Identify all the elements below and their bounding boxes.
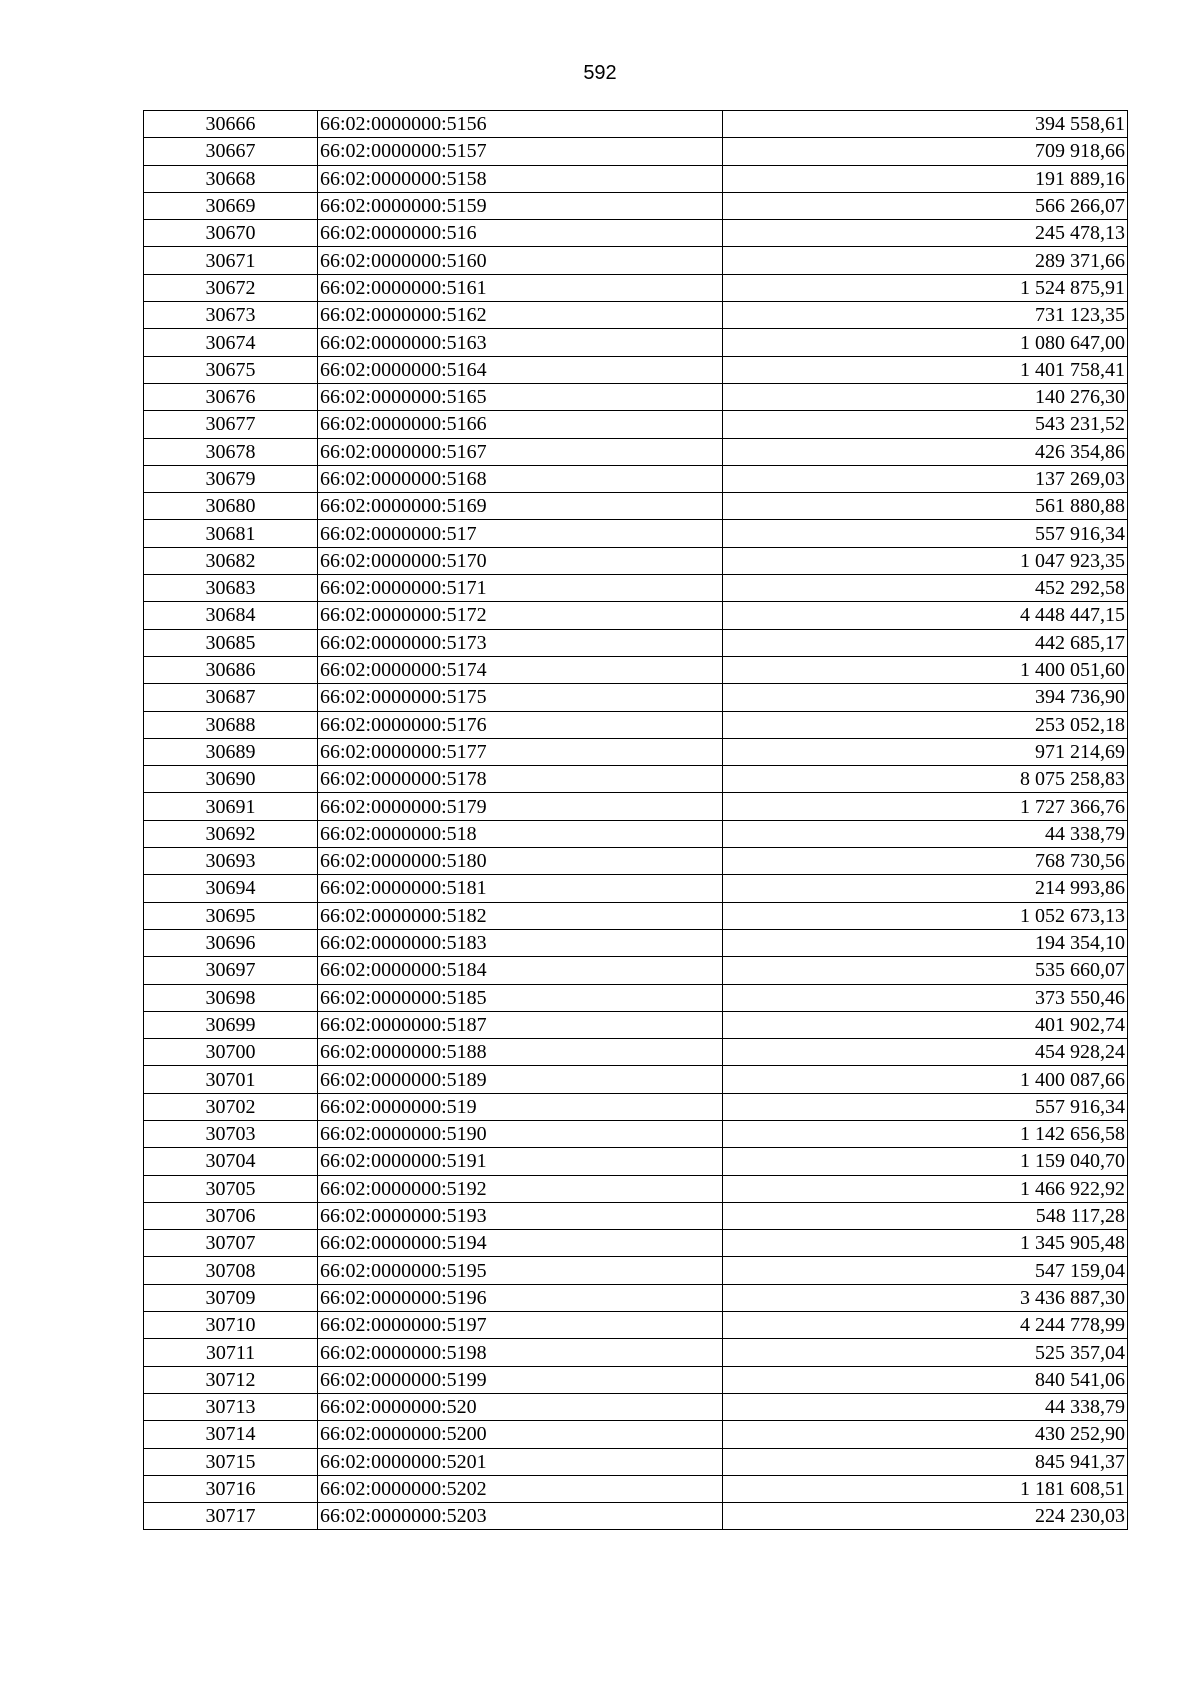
- row-number-cell: 30666: [144, 111, 318, 138]
- cadastral-number-cell: 66:02:0000000:5167: [318, 438, 723, 465]
- value-cell: 426 354,86: [723, 438, 1128, 465]
- value-cell: 971 214,69: [723, 738, 1128, 765]
- value-cell: 1 080 647,00: [723, 329, 1128, 356]
- cadastral-number-cell: 66:02:0000000:5197: [318, 1312, 723, 1339]
- table-row: [144, 602, 1128, 629]
- table-row: [144, 1339, 1128, 1366]
- value-cell: 1 466 922,92: [723, 1175, 1128, 1202]
- value-cell: 557 916,34: [723, 1093, 1128, 1120]
- value-cell: 548 117,28: [723, 1202, 1128, 1229]
- table-row: [144, 247, 1128, 274]
- value-cell: 1 524 875,91: [723, 274, 1128, 301]
- row-number-cell: 30681: [144, 520, 318, 547]
- cadastral-number-cell: 66:02:0000000:5198: [318, 1339, 723, 1366]
- cadastral-number-cell: 66:02:0000000:5178: [318, 766, 723, 793]
- table-row: [144, 438, 1128, 465]
- value-cell: 1 400 087,66: [723, 1066, 1128, 1093]
- row-number-cell: 30674: [144, 329, 318, 356]
- cadastral-number-cell: 66:02:0000000:5180: [318, 848, 723, 875]
- table-row: [144, 1202, 1128, 1229]
- row-number-cell: 30676: [144, 383, 318, 410]
- table-row: [144, 138, 1128, 165]
- cadastral-number-cell: 66:02:0000000:5176: [318, 711, 723, 738]
- cadastral-number-cell: 66:02:0000000:5170: [318, 547, 723, 574]
- table-row: [144, 274, 1128, 301]
- table-row: [144, 493, 1128, 520]
- value-cell: 1 345 905,48: [723, 1230, 1128, 1257]
- cadastral-number-cell: 66:02:0000000:5194: [318, 1230, 723, 1257]
- table-row: [144, 1503, 1128, 1530]
- row-number-cell: 30695: [144, 902, 318, 929]
- cadastral-number-cell: 66:02:0000000:5164: [318, 356, 723, 383]
- row-number-cell: 30717: [144, 1503, 318, 1530]
- row-number-cell: 30679: [144, 465, 318, 492]
- cadastral-number-cell: 66:02:0000000:5173: [318, 629, 723, 656]
- value-cell: 442 685,17: [723, 629, 1128, 656]
- row-number-cell: 30716: [144, 1475, 318, 1502]
- row-number-cell: 30709: [144, 1284, 318, 1311]
- table-row: [144, 1475, 1128, 1502]
- cadastral-number-cell: 66:02:0000000:5158: [318, 165, 723, 192]
- value-cell: 44 338,79: [723, 1393, 1128, 1420]
- cadastral-number-cell: 66:02:0000000:5175: [318, 684, 723, 711]
- cadastral-number-cell: 66:02:0000000:518: [318, 820, 723, 847]
- value-cell: 4 244 778,99: [723, 1312, 1128, 1339]
- cadastral-number-cell: 66:02:0000000:5174: [318, 656, 723, 683]
- cadastral-number-cell: 66:02:0000000:520: [318, 1393, 723, 1420]
- table-row: [144, 848, 1128, 875]
- row-number-cell: 30668: [144, 165, 318, 192]
- table-row: [144, 957, 1128, 984]
- value-cell: 1 142 656,58: [723, 1120, 1128, 1147]
- table-row: [144, 192, 1128, 219]
- cadastral-number-cell: 66:02:0000000:5163: [318, 329, 723, 356]
- table-row: [144, 356, 1128, 383]
- cadastral-number-cell: 66:02:0000000:5189: [318, 1066, 723, 1093]
- row-number-cell: 30694: [144, 875, 318, 902]
- cadastral-number-cell: 66:02:0000000:5203: [318, 1503, 723, 1530]
- cadastral-number-cell: 66:02:0000000:5190: [318, 1120, 723, 1147]
- row-number-cell: 30685: [144, 629, 318, 656]
- table-row: [144, 684, 1128, 711]
- row-number-cell: 30710: [144, 1312, 318, 1339]
- cadastral-number-cell: 66:02:0000000:5179: [318, 793, 723, 820]
- cadastral-number-cell: 66:02:0000000:5157: [318, 138, 723, 165]
- registry-table-body: [144, 111, 1128, 1530]
- row-number-cell: 30689: [144, 738, 318, 765]
- table-row: [144, 1039, 1128, 1066]
- table-row: [144, 766, 1128, 793]
- table-row: [144, 1366, 1128, 1393]
- row-number-cell: 30671: [144, 247, 318, 274]
- row-number-cell: 30705: [144, 1175, 318, 1202]
- table-row: [144, 465, 1128, 492]
- value-cell: 454 928,24: [723, 1039, 1128, 1066]
- cadastral-number-cell: 66:02:0000000:5183: [318, 929, 723, 956]
- table-row: [144, 738, 1128, 765]
- table-row: [144, 902, 1128, 929]
- cadastral-number-cell: 66:02:0000000:5182: [318, 902, 723, 929]
- cadastral-number-cell: 66:02:0000000:5192: [318, 1175, 723, 1202]
- table-row: [144, 1148, 1128, 1175]
- value-cell: 768 730,56: [723, 848, 1128, 875]
- cadastral-number-cell: 66:02:0000000:5181: [318, 875, 723, 902]
- cadastral-number-cell: 66:02:0000000:5199: [318, 1366, 723, 1393]
- value-cell: 840 541,06: [723, 1366, 1128, 1393]
- value-cell: 845 941,37: [723, 1448, 1128, 1475]
- cadastral-number-cell: 66:02:0000000:517: [318, 520, 723, 547]
- row-number-cell: 30675: [144, 356, 318, 383]
- table-row: [144, 547, 1128, 574]
- cadastral-number-cell: 66:02:0000000:519: [318, 1093, 723, 1120]
- table-row: [144, 1175, 1128, 1202]
- row-number-cell: 30688: [144, 711, 318, 738]
- row-number-cell: 30693: [144, 848, 318, 875]
- table-row: [144, 1230, 1128, 1257]
- row-number-cell: 30696: [144, 929, 318, 956]
- value-cell: 253 052,18: [723, 711, 1128, 738]
- cadastral-number-cell: 66:02:0000000:5156: [318, 111, 723, 138]
- cadastral-number-cell: 66:02:0000000:5200: [318, 1421, 723, 1448]
- value-cell: 394 736,90: [723, 684, 1128, 711]
- page-number: 592: [583, 62, 617, 84]
- row-number-cell: 30667: [144, 138, 318, 165]
- table-row: [144, 1312, 1128, 1339]
- cadastral-number-cell: 66:02:0000000:5195: [318, 1257, 723, 1284]
- value-cell: 44 338,79: [723, 820, 1128, 847]
- table-row: [144, 1257, 1128, 1284]
- row-number-cell: 30699: [144, 1011, 318, 1038]
- value-cell: 561 880,88: [723, 493, 1128, 520]
- row-number-cell: 30690: [144, 766, 318, 793]
- cadastral-number-cell: 66:02:0000000:5177: [318, 738, 723, 765]
- cadastral-number-cell: 66:02:0000000:5165: [318, 383, 723, 410]
- row-number-cell: 30683: [144, 575, 318, 602]
- cadastral-number-cell: 66:02:0000000:5169: [318, 493, 723, 520]
- table-row: [144, 1093, 1128, 1120]
- value-cell: 1 401 758,41: [723, 356, 1128, 383]
- value-cell: 543 231,52: [723, 411, 1128, 438]
- table-row: [144, 411, 1128, 438]
- value-cell: 557 916,34: [723, 520, 1128, 547]
- value-cell: 452 292,58: [723, 575, 1128, 602]
- value-cell: 430 252,90: [723, 1421, 1128, 1448]
- registry-table: [143, 110, 1128, 1530]
- table-row: [144, 1066, 1128, 1093]
- value-cell: 224 230,03: [723, 1503, 1128, 1530]
- table-row: [144, 929, 1128, 956]
- row-number-cell: 30715: [144, 1448, 318, 1475]
- value-cell: 194 354,10: [723, 929, 1128, 956]
- table-row: [144, 329, 1128, 356]
- table-row: [144, 575, 1128, 602]
- table-row: [144, 984, 1128, 1011]
- value-cell: 525 357,04: [723, 1339, 1128, 1366]
- value-cell: 731 123,35: [723, 302, 1128, 329]
- cadastral-number-cell: 66:02:0000000:5201: [318, 1448, 723, 1475]
- row-number-cell: 30673: [144, 302, 318, 329]
- row-number-cell: 30678: [144, 438, 318, 465]
- table-row: [144, 629, 1128, 656]
- cadastral-number-cell: 66:02:0000000:5196: [318, 1284, 723, 1311]
- cadastral-number-cell: 66:02:0000000:5193: [318, 1202, 723, 1229]
- row-number-cell: 30714: [144, 1421, 318, 1448]
- row-number-cell: 30669: [144, 192, 318, 219]
- row-number-cell: 30680: [144, 493, 318, 520]
- table-row: [144, 1284, 1128, 1311]
- row-number-cell: 30670: [144, 220, 318, 247]
- table-row: [144, 875, 1128, 902]
- table-row: [144, 820, 1128, 847]
- value-cell: 566 266,07: [723, 192, 1128, 219]
- row-number-cell: 30677: [144, 411, 318, 438]
- row-number-cell: 30697: [144, 957, 318, 984]
- row-number-cell: 30698: [144, 984, 318, 1011]
- cadastral-number-cell: 66:02:0000000:5188: [318, 1039, 723, 1066]
- value-cell: 1 047 923,35: [723, 547, 1128, 574]
- value-cell: 535 660,07: [723, 957, 1128, 984]
- row-number-cell: 30707: [144, 1230, 318, 1257]
- row-number-cell: 30700: [144, 1039, 318, 1066]
- table-row: [144, 383, 1128, 410]
- table-row: [144, 793, 1128, 820]
- cadastral-number-cell: 66:02:0000000:5184: [318, 957, 723, 984]
- row-number-cell: 30713: [144, 1393, 318, 1420]
- cadastral-number-cell: 66:02:0000000:5185: [318, 984, 723, 1011]
- row-number-cell: 30691: [144, 793, 318, 820]
- cadastral-number-cell: 66:02:0000000:5161: [318, 274, 723, 301]
- value-cell: 373 550,46: [723, 984, 1128, 1011]
- value-cell: 1 400 051,60: [723, 656, 1128, 683]
- table-row: [144, 1448, 1128, 1475]
- row-number-cell: 30682: [144, 547, 318, 574]
- table-row: [144, 656, 1128, 683]
- table-row: [144, 220, 1128, 247]
- cadastral-number-cell: 66:02:0000000:5162: [318, 302, 723, 329]
- row-number-cell: 30686: [144, 656, 318, 683]
- cadastral-number-cell: 66:02:0000000:5160: [318, 247, 723, 274]
- cadastral-number-cell: 66:02:0000000:5168: [318, 465, 723, 492]
- table-row: [144, 1393, 1128, 1420]
- table-row: [144, 111, 1128, 138]
- table-row: [144, 165, 1128, 192]
- table-row: [144, 302, 1128, 329]
- table-row: [144, 1011, 1128, 1038]
- cadastral-number-cell: 66:02:0000000:5187: [318, 1011, 723, 1038]
- row-number-cell: 30687: [144, 684, 318, 711]
- cadastral-number-cell: 66:02:0000000:5159: [318, 192, 723, 219]
- row-number-cell: 30706: [144, 1202, 318, 1229]
- cadastral-number-cell: 66:02:0000000:516: [318, 220, 723, 247]
- row-number-cell: 30692: [144, 820, 318, 847]
- row-number-cell: 30704: [144, 1148, 318, 1175]
- value-cell: 140 276,30: [723, 383, 1128, 410]
- row-number-cell: 30712: [144, 1366, 318, 1393]
- value-cell: 1 052 673,13: [723, 902, 1128, 929]
- row-number-cell: 30684: [144, 602, 318, 629]
- row-number-cell: 30703: [144, 1120, 318, 1147]
- row-number-cell: 30672: [144, 274, 318, 301]
- cadastral-number-cell: 66:02:0000000:5172: [318, 602, 723, 629]
- row-number-cell: 30702: [144, 1093, 318, 1120]
- value-cell: 289 371,66: [723, 247, 1128, 274]
- row-number-cell: 30701: [144, 1066, 318, 1093]
- value-cell: 709 918,66: [723, 138, 1128, 165]
- table-row: [144, 711, 1128, 738]
- value-cell: 547 159,04: [723, 1257, 1128, 1284]
- table-row: [144, 520, 1128, 547]
- row-number-cell: 30708: [144, 1257, 318, 1284]
- value-cell: 191 889,16: [723, 165, 1128, 192]
- value-cell: 137 269,03: [723, 465, 1128, 492]
- cadastral-number-cell: 66:02:0000000:5171: [318, 575, 723, 602]
- value-cell: 3 436 887,30: [723, 1284, 1128, 1311]
- value-cell: 1 159 040,70: [723, 1148, 1128, 1175]
- table-row: [144, 1120, 1128, 1147]
- value-cell: 4 448 447,15: [723, 602, 1128, 629]
- value-cell: 8 075 258,83: [723, 766, 1128, 793]
- value-cell: 394 558,61: [723, 111, 1128, 138]
- cadastral-number-cell: 66:02:0000000:5166: [318, 411, 723, 438]
- table-row: [144, 1421, 1128, 1448]
- row-number-cell: 30711: [144, 1339, 318, 1366]
- value-cell: 401 902,74: [723, 1011, 1128, 1038]
- cadastral-number-cell: 66:02:0000000:5191: [318, 1148, 723, 1175]
- value-cell: 1 727 366,76: [723, 793, 1128, 820]
- cadastral-number-cell: 66:02:0000000:5202: [318, 1475, 723, 1502]
- value-cell: 245 478,13: [723, 220, 1128, 247]
- value-cell: 214 993,86: [723, 875, 1128, 902]
- value-cell: 1 181 608,51: [723, 1475, 1128, 1502]
